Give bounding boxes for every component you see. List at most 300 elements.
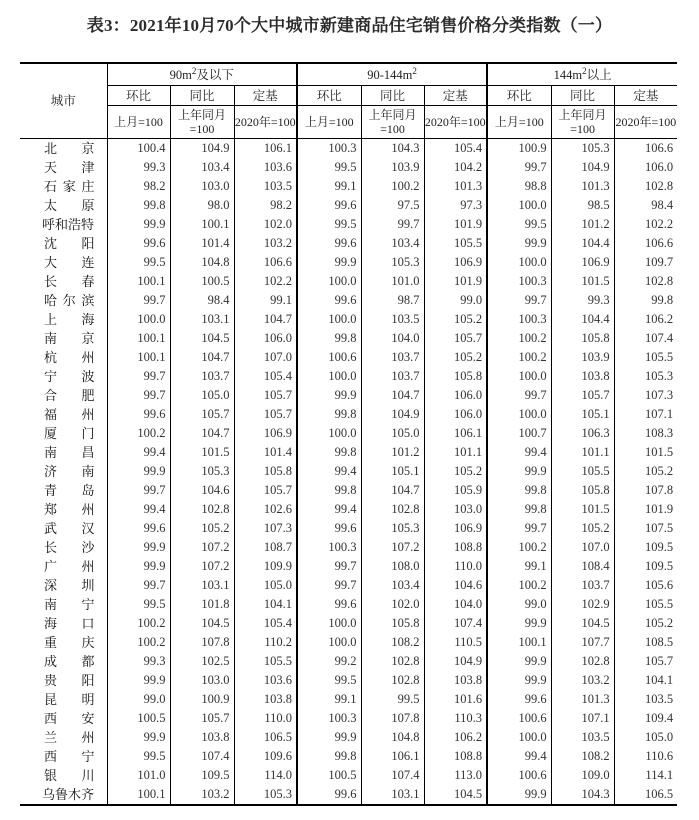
index-value: 103.1 [170, 310, 234, 329]
index-value: 99.5 [107, 595, 170, 614]
index-value: 101.2 [361, 443, 424, 462]
index-value: 99.7 [297, 576, 361, 595]
city-name: 西安 [44, 711, 95, 726]
city-name: 海口 [44, 616, 95, 631]
index-value: 107.3 [234, 519, 297, 538]
index-value: 103.8 [424, 671, 487, 690]
index-value: 100.2 [361, 177, 424, 196]
index-value: 98.2 [107, 177, 170, 196]
index-value: 104.0 [424, 595, 487, 614]
index-value: 105.4 [234, 614, 297, 633]
index-value: 114.1 [614, 766, 677, 785]
index-value: 103.8 [551, 367, 614, 386]
index-value: 100.2 [107, 633, 170, 652]
subheader-mom: 环比 [487, 86, 551, 106]
index-value: 100.1 [107, 348, 170, 367]
index-value: 106.1 [234, 139, 297, 159]
index-value: 99.5 [361, 690, 424, 709]
index-value: 108.0 [361, 557, 424, 576]
index-value: 103.2 [170, 785, 234, 805]
index-value: 110.2 [234, 633, 297, 652]
index-value: 99.7 [107, 386, 170, 405]
index-value: 99.7 [487, 291, 551, 310]
index-value: 105.0 [361, 424, 424, 443]
index-value: 99.5 [297, 671, 361, 690]
city-name: 北京 [44, 141, 95, 156]
index-value: 102.8 [170, 500, 234, 519]
index-value: 105.3 [234, 785, 297, 805]
index-value: 100.0 [107, 310, 170, 329]
index-value: 105.7 [614, 652, 677, 671]
index-value: 103.7 [361, 367, 424, 386]
index-value: 105.3 [170, 462, 234, 481]
city-name: 大连 [44, 255, 95, 270]
index-value: 107.2 [170, 538, 234, 557]
index-value: 103.6 [234, 671, 297, 690]
table-row [20, 196, 677, 215]
index-value: 105.7 [424, 329, 487, 348]
subheader-base: 定基 [234, 86, 297, 106]
index-value: 104.1 [234, 595, 297, 614]
index-value: 99.7 [487, 519, 551, 538]
index-value: 100.2 [487, 348, 551, 367]
unit-header-base: 2020年=100 [614, 106, 677, 139]
index-value: 99.9 [107, 728, 170, 747]
index-value: 109.7 [614, 253, 677, 272]
index-value: 105.7 [234, 386, 297, 405]
city-name: 南京 [44, 331, 95, 346]
index-value: 98.7 [361, 291, 424, 310]
index-value: 103.9 [361, 158, 424, 177]
index-value: 104.3 [361, 139, 424, 159]
index-value: 105.1 [551, 405, 614, 424]
index-value: 99.9 [107, 462, 170, 481]
index-value: 100.1 [107, 329, 170, 348]
index-value: 99.7 [361, 215, 424, 234]
table-row [20, 633, 677, 652]
index-value: 100.1 [487, 633, 551, 652]
index-value: 99.5 [297, 158, 361, 177]
index-value: 106.1 [361, 747, 424, 766]
index-value: 110.3 [424, 709, 487, 728]
index-value: 108.8 [424, 538, 487, 557]
unit-header-mom: 上月=100 [107, 106, 170, 139]
index-value: 99.8 [107, 196, 170, 215]
city-name: 乌鲁木齐 [20, 785, 107, 805]
index-value: 104.1 [614, 671, 677, 690]
index-value: 99.6 [297, 785, 361, 805]
unit-header-yoy: 上年同月=100 [361, 106, 424, 139]
index-value: 103.1 [170, 576, 234, 595]
index-value: 99.9 [107, 557, 170, 576]
city-name: 长春 [44, 274, 95, 289]
index-value: 99.6 [297, 234, 361, 253]
index-value: 99.8 [487, 500, 551, 519]
unit-header-base: 2020年=100 [424, 106, 487, 139]
table-row [20, 348, 677, 367]
index-value: 110.5 [424, 633, 487, 652]
index-value: 105.2 [614, 462, 677, 481]
index-value: 100.6 [487, 709, 551, 728]
index-value: 100.1 [107, 272, 170, 291]
index-value: 100.7 [487, 424, 551, 443]
index-value: 102.5 [170, 652, 234, 671]
table-body [20, 139, 677, 806]
table-row [20, 177, 677, 196]
table-row [20, 766, 677, 785]
index-value: 105.4 [424, 139, 487, 159]
table-row [20, 576, 677, 595]
table-row [20, 158, 677, 177]
index-value: 99.9 [487, 671, 551, 690]
index-value: 108.7 [234, 538, 297, 557]
index-value: 99.6 [107, 234, 170, 253]
unit-header-base: 2020年=100 [234, 106, 297, 139]
index-value: 108.8 [424, 747, 487, 766]
index-value: 99.4 [107, 443, 170, 462]
subheader-yoy: 同比 [170, 86, 234, 106]
table-row [20, 291, 677, 310]
index-value: 99.9 [487, 785, 551, 805]
index-value: 107.2 [361, 538, 424, 557]
index-value: 106.9 [424, 253, 487, 272]
subheader-base: 定基 [424, 86, 487, 106]
index-value: 102.8 [361, 652, 424, 671]
index-value: 100.0 [487, 253, 551, 272]
index-value: 101.3 [551, 177, 614, 196]
index-value: 104.5 [170, 614, 234, 633]
index-value: 99.3 [107, 652, 170, 671]
index-value: 103.1 [361, 785, 424, 805]
index-value: 101.6 [424, 690, 487, 709]
table-row [20, 272, 677, 291]
index-value: 101.3 [424, 177, 487, 196]
index-value: 104.7 [170, 424, 234, 443]
index-value: 106.9 [234, 424, 297, 443]
index-value: 107.4 [614, 329, 677, 348]
group-header-small: $90m^2$及以下 [107, 63, 297, 86]
index-value: 105.3 [361, 253, 424, 272]
city-name: 杭州 [44, 350, 95, 365]
index-value: 104.7 [361, 481, 424, 500]
table-row [20, 747, 677, 766]
index-value: 98.5 [551, 196, 614, 215]
index-value: 109.9 [234, 557, 297, 576]
index-value: 100.3 [297, 709, 361, 728]
index-value: 99.6 [107, 519, 170, 538]
index-value: 107.1 [551, 709, 614, 728]
index-value: 100.3 [487, 310, 551, 329]
table-row [20, 215, 677, 234]
index-value: 102.6 [234, 500, 297, 519]
city-name: 上海 [44, 312, 95, 327]
index-value: 104.7 [361, 386, 424, 405]
unit-header-yoy: 上年同月=100 [551, 106, 614, 139]
index-value: 100.5 [170, 272, 234, 291]
index-value: 100.3 [297, 139, 361, 159]
index-value: 114.0 [234, 766, 297, 785]
subheader-mom: 环比 [107, 86, 170, 106]
index-value: 99.6 [297, 519, 361, 538]
subheader-yoy: 同比 [361, 86, 424, 106]
index-value: 101.5 [614, 443, 677, 462]
index-value: 103.8 [234, 690, 297, 709]
city-name: 济南 [44, 464, 95, 479]
index-value: 99.8 [297, 443, 361, 462]
index-value: 99.9 [487, 614, 551, 633]
index-value: 107.0 [551, 538, 614, 557]
index-value: 106.6 [234, 253, 297, 272]
city-name: 深圳 [44, 578, 95, 593]
unit-header-mom: 上月=100 [297, 106, 361, 139]
city-name: 重庆 [44, 635, 95, 650]
city-name: 成都 [44, 654, 95, 669]
index-value: 105.7 [170, 709, 234, 728]
index-value: 102.8 [361, 671, 424, 690]
city-name: 石家庄 [44, 179, 95, 194]
index-value: 99.3 [551, 291, 614, 310]
index-value: 105.0 [170, 386, 234, 405]
index-value: 99.6 [297, 291, 361, 310]
index-value: 108.4 [551, 557, 614, 576]
index-value: 105.3 [551, 139, 614, 159]
index-value: 107.2 [170, 557, 234, 576]
index-value: 106.9 [551, 253, 614, 272]
index-value: 101.8 [170, 595, 234, 614]
index-value: 104.8 [361, 728, 424, 747]
table-row [20, 709, 677, 728]
index-value: 99.5 [107, 747, 170, 766]
table-row [20, 481, 677, 500]
index-value: 107.5 [614, 519, 677, 538]
index-value: 106.5 [614, 785, 677, 805]
subheader-base: 定基 [614, 86, 677, 106]
index-value: 104.9 [170, 139, 234, 159]
index-value: 98.0 [170, 196, 234, 215]
index-value: 109.5 [614, 538, 677, 557]
index-value: 99.4 [107, 500, 170, 519]
city-name: 广州 [44, 559, 95, 574]
index-value: 100.3 [297, 538, 361, 557]
index-value: 113.0 [424, 766, 487, 785]
index-value: 99.8 [297, 747, 361, 766]
index-value: 106.0 [424, 386, 487, 405]
index-value: 99.9 [107, 215, 170, 234]
index-value: 99.4 [297, 500, 361, 519]
index-value: 106.0 [424, 405, 487, 424]
index-value: 99.7 [107, 481, 170, 500]
index-value: 99.9 [297, 728, 361, 747]
city-name: 银川 [44, 768, 95, 783]
index-value: 104.2 [424, 158, 487, 177]
index-value: 107.0 [234, 348, 297, 367]
index-value: 105.0 [614, 728, 677, 747]
table-header [20, 63, 677, 139]
index-value: 105.2 [170, 519, 234, 538]
index-value: 100.0 [297, 367, 361, 386]
index-value: 99.1 [487, 557, 551, 576]
index-value: 103.5 [234, 177, 297, 196]
index-value: 100.5 [297, 766, 361, 785]
index-value: 106.2 [614, 310, 677, 329]
index-value: 103.4 [361, 234, 424, 253]
index-value: 105.3 [361, 519, 424, 538]
city-name: 武汉 [44, 521, 95, 536]
index-value: 99.5 [297, 215, 361, 234]
table-row [20, 595, 677, 614]
index-value: 106.6 [614, 234, 677, 253]
index-value: 103.9 [551, 348, 614, 367]
index-value: 104.6 [170, 481, 234, 500]
index-value: 105.7 [234, 405, 297, 424]
index-value: 99.9 [487, 652, 551, 671]
index-value: 100.0 [487, 367, 551, 386]
index-value: 97.3 [424, 196, 487, 215]
index-value: 105.5 [614, 595, 677, 614]
index-value: 105.2 [551, 519, 614, 538]
table-row [20, 386, 677, 405]
index-value: 101.2 [551, 215, 614, 234]
index-value: 104.7 [234, 310, 297, 329]
city-name: 郑州 [44, 502, 95, 517]
index-value: 104.9 [551, 158, 614, 177]
index-value: 106.0 [614, 158, 677, 177]
table-row [20, 310, 677, 329]
index-value: 100.2 [487, 576, 551, 595]
index-value: 100.2 [487, 329, 551, 348]
index-value: 103.8 [170, 728, 234, 747]
index-value: 99.0 [107, 690, 170, 709]
unit-header-yoy: 上年同月=100 [170, 106, 234, 139]
index-value: 99.5 [487, 215, 551, 234]
index-value: 99.0 [424, 291, 487, 310]
index-value: 103.5 [551, 728, 614, 747]
city-name: 沈阳 [44, 236, 95, 251]
table-row [20, 139, 677, 159]
index-value: 105.2 [614, 614, 677, 633]
index-value: 99.1 [297, 690, 361, 709]
index-value: 104.3 [551, 785, 614, 805]
table-row [20, 367, 677, 386]
index-value: 102.8 [614, 177, 677, 196]
index-value: 105.5 [234, 652, 297, 671]
index-value: 106.1 [424, 424, 487, 443]
index-value: 99.9 [487, 234, 551, 253]
table-row [20, 728, 677, 747]
city-name: 哈尔滨 [44, 293, 95, 308]
index-value: 105.3 [614, 367, 677, 386]
index-value: 107.1 [614, 405, 677, 424]
index-value: 104.5 [551, 614, 614, 633]
index-value: 99.9 [107, 538, 170, 557]
city-name: 太原 [44, 198, 95, 213]
index-value: 108.2 [361, 633, 424, 652]
index-value: 106.3 [551, 424, 614, 443]
table-row [20, 614, 677, 633]
index-value: 100.5 [107, 709, 170, 728]
index-value: 100.2 [107, 614, 170, 633]
index-value: 99.9 [487, 462, 551, 481]
index-value: 99.7 [487, 158, 551, 177]
index-value: 101.9 [614, 500, 677, 519]
index-value: 101.0 [107, 766, 170, 785]
table-row [20, 329, 677, 348]
index-value: 101.4 [234, 443, 297, 462]
index-value: 100.2 [107, 424, 170, 443]
table-row [20, 652, 677, 671]
city-name: 西宁 [44, 749, 95, 764]
index-value: 102.8 [551, 652, 614, 671]
index-value: 101.1 [551, 443, 614, 462]
city-name: 南昌 [44, 445, 95, 460]
index-value: 104.9 [361, 405, 424, 424]
index-value: 103.0 [424, 500, 487, 519]
city-name: 青岛 [44, 483, 95, 498]
index-value: 105.8 [551, 329, 614, 348]
index-value: 105.2 [424, 348, 487, 367]
index-value: 104.5 [170, 329, 234, 348]
city-column-header: 城市 [20, 63, 107, 139]
subheader-yoy: 同比 [551, 86, 614, 106]
index-value: 106.6 [614, 139, 677, 159]
city-name: 天津 [44, 160, 95, 175]
index-value: 100.1 [170, 215, 234, 234]
index-value: 99.1 [297, 177, 361, 196]
index-value: 99.7 [107, 367, 170, 386]
index-value: 105.1 [361, 462, 424, 481]
index-value: 100.9 [487, 139, 551, 159]
index-value: 104.8 [170, 253, 234, 272]
index-value: 109.6 [234, 747, 297, 766]
index-value: 97.5 [361, 196, 424, 215]
index-value: 105.6 [614, 576, 677, 595]
index-value: 105.7 [551, 386, 614, 405]
unit-header-mom: 上月=100 [487, 106, 551, 139]
index-value: 102.2 [234, 272, 297, 291]
index-value: 100.2 [487, 538, 551, 557]
city-name: 贵阳 [44, 673, 95, 688]
index-value: 99.4 [297, 462, 361, 481]
index-value: 100.6 [297, 348, 361, 367]
table-row [20, 519, 677, 538]
index-value: 99.7 [487, 386, 551, 405]
table-row [20, 443, 677, 462]
index-value: 99.5 [107, 253, 170, 272]
index-value: 109.4 [614, 709, 677, 728]
table-row [20, 500, 677, 519]
city-name: 福州 [44, 407, 95, 422]
index-value: 108.5 [614, 633, 677, 652]
index-value: 101.0 [361, 272, 424, 291]
index-value: 101.9 [424, 272, 487, 291]
index-value: 99.8 [614, 291, 677, 310]
index-value: 105.2 [424, 310, 487, 329]
index-value: 100.0 [487, 405, 551, 424]
index-value: 100.0 [487, 196, 551, 215]
index-value: 106.2 [424, 728, 487, 747]
index-value: 99.2 [297, 652, 361, 671]
index-value: 109.5 [614, 557, 677, 576]
index-value: 99.9 [297, 386, 361, 405]
index-value: 104.4 [551, 234, 614, 253]
index-value: 105.7 [170, 405, 234, 424]
city-name: 长沙 [44, 540, 95, 555]
index-value: 99.9 [297, 253, 361, 272]
index-value: 101.5 [551, 272, 614, 291]
index-value: 103.2 [234, 234, 297, 253]
index-value: 107.4 [170, 747, 234, 766]
index-value: 99.3 [107, 158, 170, 177]
